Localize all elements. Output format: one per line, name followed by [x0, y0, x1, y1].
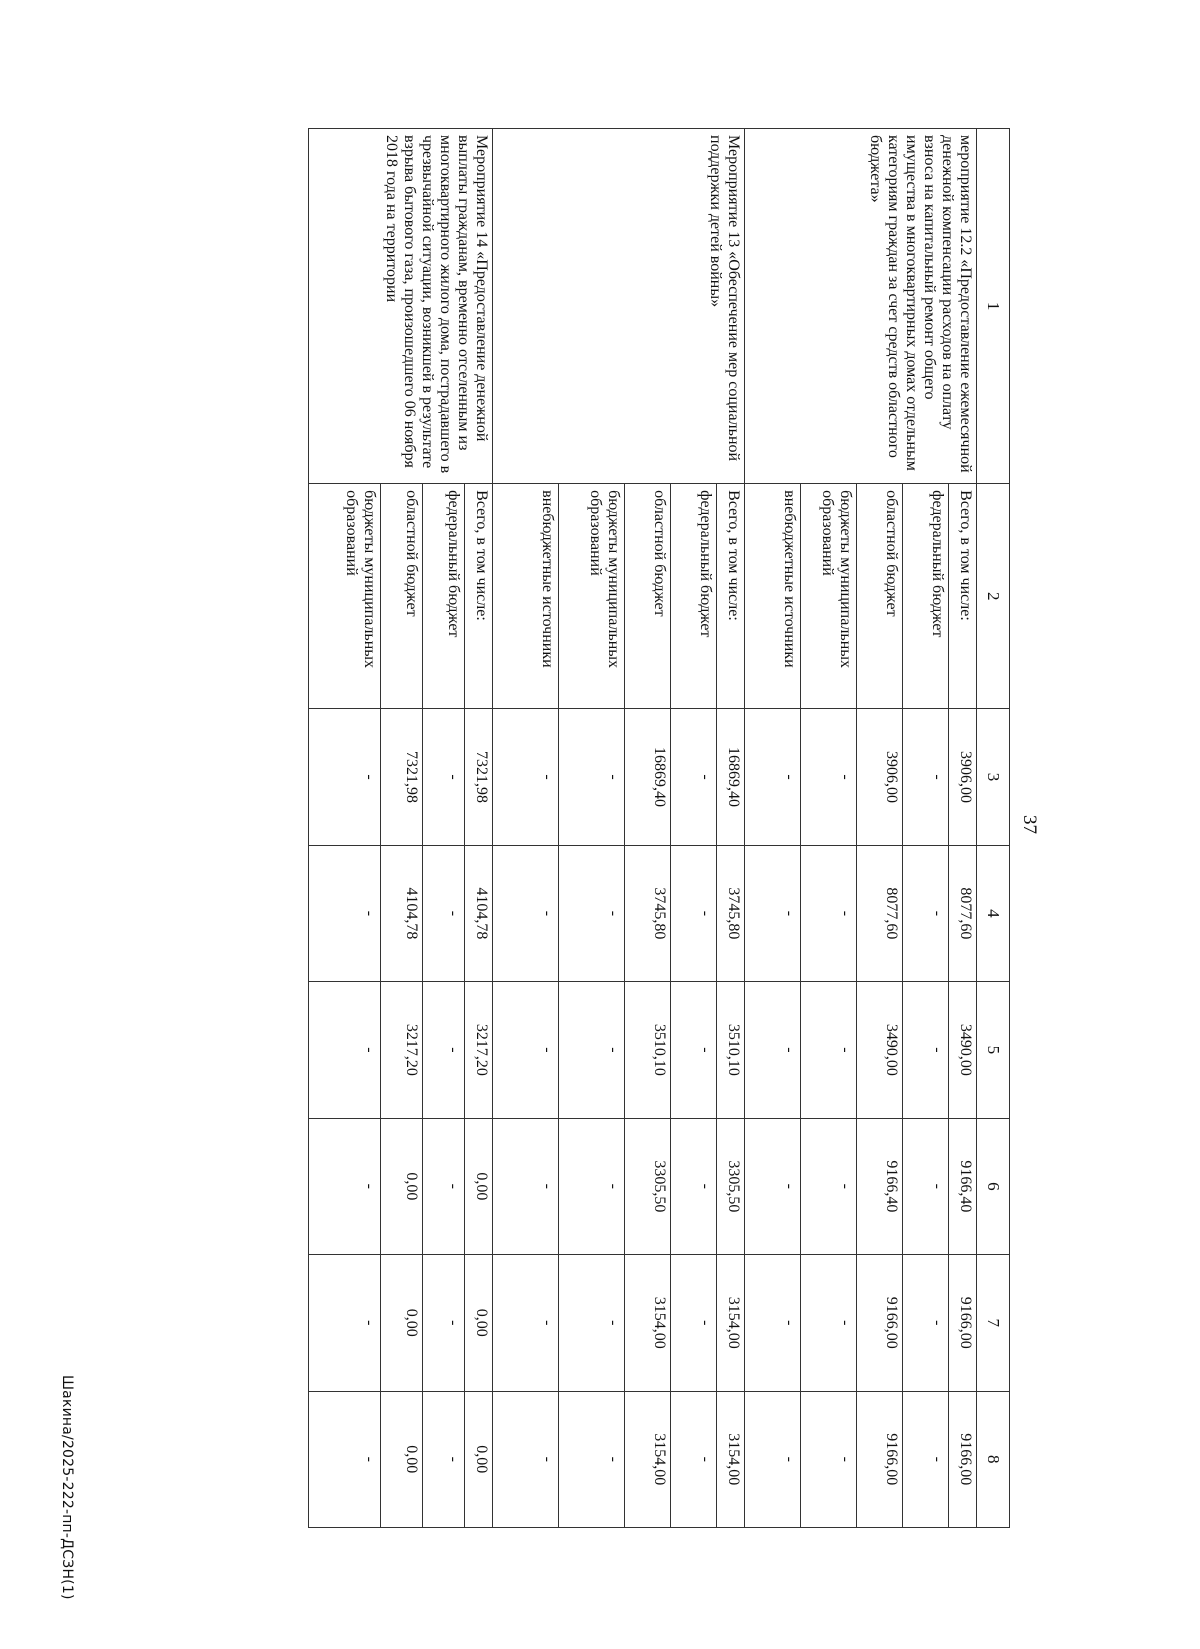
amount-cell: 4104,78 — [381, 845, 423, 981]
funding-source: бюджеты муниципальных образований — [801, 484, 857, 709]
amount-cell: 3510,10 — [625, 982, 671, 1118]
amount-cell: - — [559, 1118, 625, 1254]
amount-cell: 3154,00 — [625, 1255, 671, 1391]
amount-cell: 3154,00 — [625, 1391, 671, 1527]
amount-cell: - — [493, 1391, 559, 1527]
amount-cell: 3217,20 — [465, 982, 493, 1118]
amount-cell: - — [309, 1391, 381, 1527]
amount-cell: 4104,78 — [465, 845, 493, 981]
amount-cell: - — [745, 709, 801, 845]
amount-cell: 3745,80 — [625, 845, 671, 981]
amount-cell: 7321,98 — [465, 709, 493, 845]
table-header-row — [977, 129, 1010, 1528]
amount-cell: - — [903, 1118, 949, 1254]
amount-cell: - — [671, 1118, 717, 1254]
funding-source: федеральный бюджет — [423, 484, 465, 709]
amount-cell: - — [559, 1391, 625, 1527]
amount-cell: - — [493, 1255, 559, 1391]
table-row — [717, 129, 745, 1528]
amount-cell: - — [309, 1255, 381, 1391]
amount-cell: - — [671, 1255, 717, 1391]
amount-cell: - — [493, 1118, 559, 1254]
amount-cell: - — [903, 982, 949, 1118]
column-header: 8 — [977, 1391, 1010, 1527]
amount-cell: 3510,10 — [717, 982, 745, 1118]
amount-cell: - — [801, 1255, 857, 1391]
amount-cell: 3906,00 — [857, 709, 903, 845]
amount-cell: - — [559, 845, 625, 981]
amount-cell: - — [309, 709, 381, 845]
amount-cell: - — [801, 1118, 857, 1254]
funding-source: федеральный бюджет — [671, 484, 717, 709]
measure-title: мероприятие 12.2 «Предоставление ежемесячной денежной компенсации расходов на оплату взноса на капитальный ремонт общего имущества в многоквартирных домах отдельным категориям граждан за счет средств областного бюджета» — [745, 129, 977, 484]
column-header: 1 — [977, 129, 1010, 484]
funding-source: Всего, в том числе: — [717, 484, 745, 709]
amount-cell: - — [903, 709, 949, 845]
funding-source: областной бюджет — [625, 484, 671, 709]
funding-source: федеральный бюджет — [903, 484, 949, 709]
funding-source: Всего, в том числе: — [949, 484, 977, 709]
amount-cell: - — [423, 709, 465, 845]
table-body — [309, 129, 977, 1528]
amount-cell: 9166,40 — [857, 1118, 903, 1254]
amount-cell: 9166,40 — [949, 1118, 977, 1254]
amount-cell: 3154,00 — [717, 1391, 745, 1527]
amount-cell: 9166,00 — [857, 1391, 903, 1527]
funding-source: областной бюджет — [857, 484, 903, 709]
amount-cell: - — [671, 709, 717, 845]
amount-cell: - — [745, 1255, 801, 1391]
column-header: 3 — [977, 709, 1010, 845]
column-header: 7 — [977, 1255, 1010, 1391]
funding-table — [308, 128, 1010, 1528]
amount-cell: - — [559, 1255, 625, 1391]
amount-cell: - — [801, 982, 857, 1118]
amount-cell: - — [309, 982, 381, 1118]
amount-cell: - — [423, 982, 465, 1118]
table-row — [465, 129, 493, 1528]
amount-cell: - — [903, 1391, 949, 1527]
amount-cell: - — [559, 982, 625, 1118]
amount-cell: 3906,00 — [949, 709, 977, 845]
amount-cell: - — [745, 982, 801, 1118]
column-header: 5 — [977, 982, 1010, 1118]
amount-cell: - — [903, 845, 949, 981]
amount-cell: 9166,00 — [949, 1391, 977, 1527]
amount-cell: 9166,00 — [857, 1255, 903, 1391]
amount-cell: 7321,98 — [381, 709, 423, 845]
amount-cell: - — [745, 845, 801, 981]
amount-cell: - — [801, 845, 857, 981]
funding-source: Всего, в том числе: — [465, 484, 493, 709]
amount-cell: 0,00 — [381, 1255, 423, 1391]
amount-cell: 16869,40 — [625, 709, 671, 845]
amount-cell: 0,00 — [381, 1118, 423, 1254]
amount-cell: - — [671, 1391, 717, 1527]
amount-cell: 3305,50 — [625, 1118, 671, 1254]
page-number: 37 — [1019, 815, 1040, 834]
amount-cell: 3745,80 — [717, 845, 745, 981]
funding-source: внебюджетные источники — [745, 484, 801, 709]
measure-title: Мероприятие 14 «Предоставление денежной выплаты гражданам, временно отселенным из многоквартирного жилого дома, пострадавшего в чрезвычайной ситуации, возникшей в результате взрыва бытового газа, произошедшего 06 ноября 2018 года на территории — [309, 129, 493, 484]
amount-cell: - — [493, 982, 559, 1118]
amount-cell: 3490,00 — [949, 982, 977, 1118]
amount-cell: - — [493, 845, 559, 981]
amount-cell: 9166,00 — [949, 1255, 977, 1391]
amount-cell: 0,00 — [381, 1391, 423, 1527]
column-header: 6 — [977, 1118, 1010, 1254]
amount-cell: - — [423, 845, 465, 981]
amount-cell: - — [671, 982, 717, 1118]
column-header: 2 — [977, 484, 1010, 709]
amount-cell: - — [309, 845, 381, 981]
amount-cell: 16869,40 — [717, 709, 745, 845]
amount-cell: - — [671, 845, 717, 981]
amount-cell: 0,00 — [465, 1391, 493, 1527]
amount-cell: - — [801, 709, 857, 845]
measure-title: Мероприятие 13 «Обеспечение мер социальной поддержки детей войны» — [493, 129, 745, 484]
amount-cell: - — [903, 1255, 949, 1391]
amount-cell: - — [559, 709, 625, 845]
amount-cell: 8077,60 — [857, 845, 903, 981]
amount-cell: - — [745, 1118, 801, 1254]
amount-cell: - — [745, 1391, 801, 1527]
amount-cell: 3154,00 — [717, 1255, 745, 1391]
amount-cell: 0,00 — [465, 1255, 493, 1391]
amount-cell: 8077,60 — [949, 845, 977, 981]
amount-cell: 3217,20 — [381, 982, 423, 1118]
amount-cell: - — [801, 1391, 857, 1527]
column-header: 4 — [977, 845, 1010, 981]
funding-source: областной бюджет — [381, 484, 423, 709]
amount-cell: 3490,00 — [857, 982, 903, 1118]
amount-cell: - — [423, 1391, 465, 1527]
table-row — [949, 129, 977, 1528]
amount-cell: 3305,50 — [717, 1118, 745, 1254]
funding-source: бюджеты муниципальных образований — [559, 484, 625, 709]
amount-cell: - — [309, 1118, 381, 1254]
amount-cell: - — [423, 1118, 465, 1254]
document-code: Шакина/2025-222-пп-ДСЗН(1) — [59, 1375, 75, 1600]
funding-source: бюджеты муниципальных образований — [309, 484, 381, 709]
amount-cell: 0,00 — [465, 1118, 493, 1254]
amount-cell: - — [423, 1255, 465, 1391]
funding-source: внебюджетные источники — [493, 484, 559, 709]
amount-cell: - — [493, 709, 559, 845]
